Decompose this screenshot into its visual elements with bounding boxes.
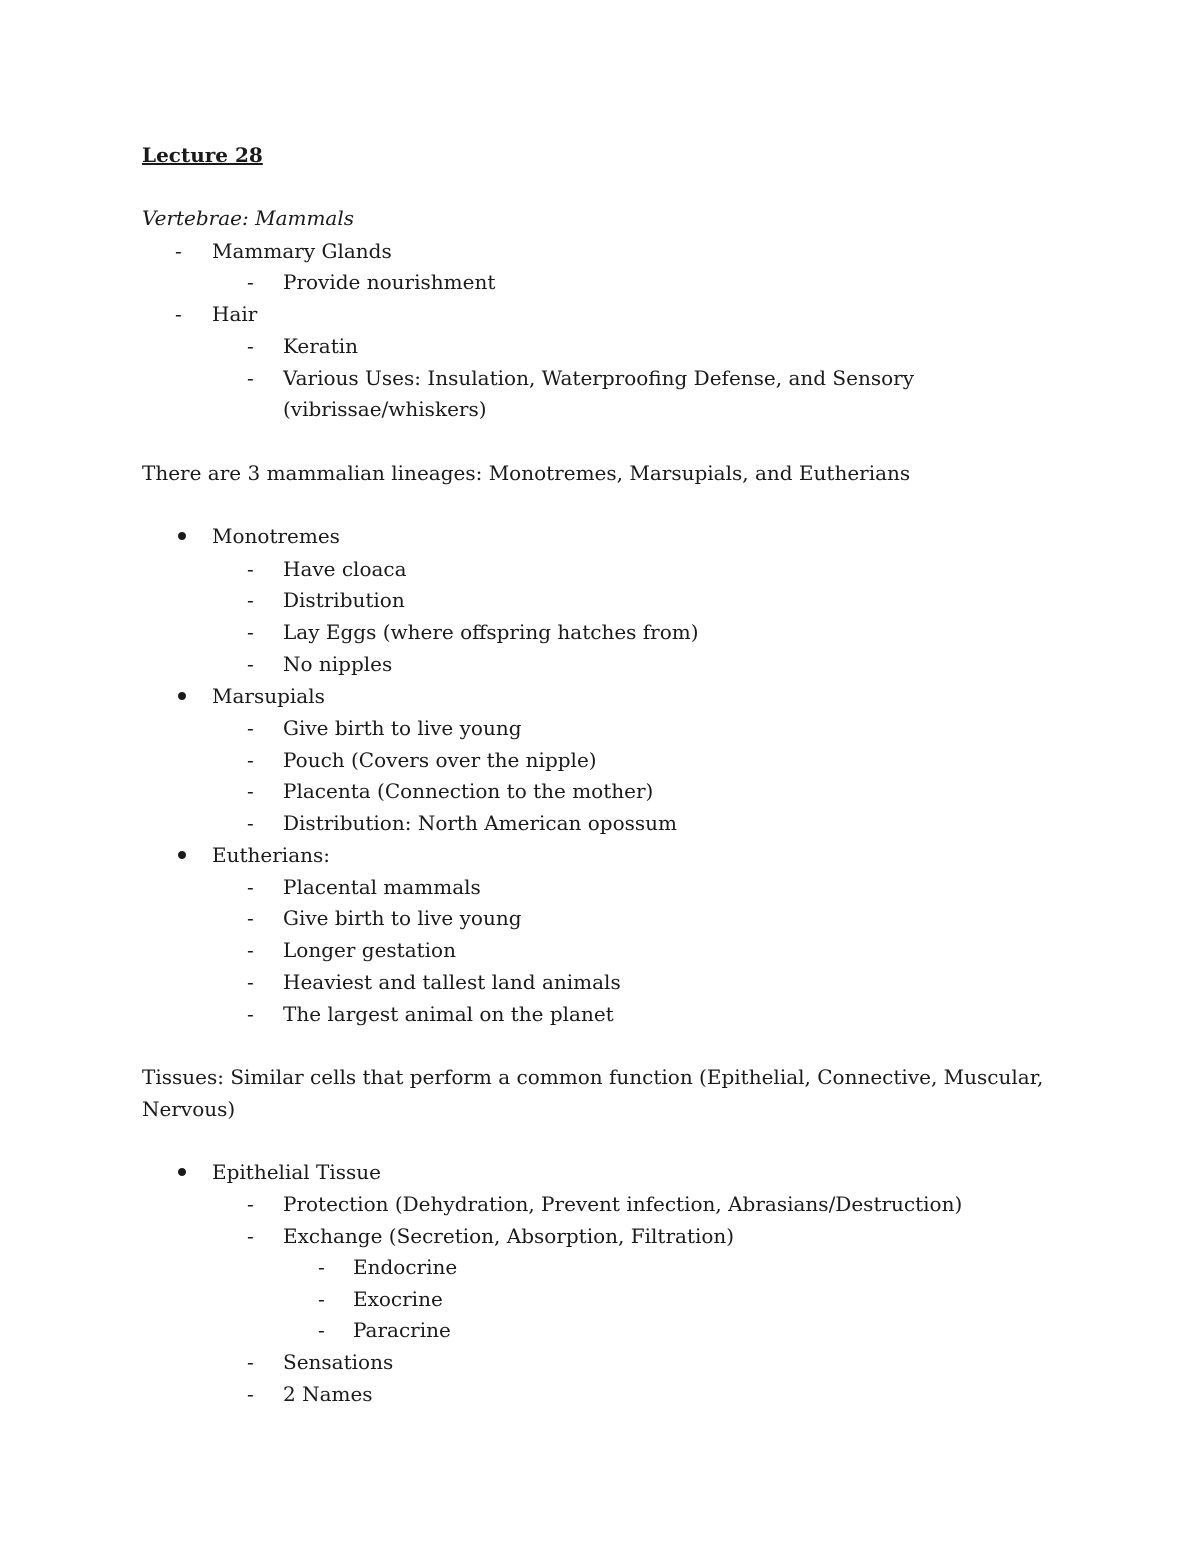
list-item-continuation: (vibrissae/whiskers) [283,397,487,421]
list-item: Mammary Glands [212,239,392,263]
list-item: Protection (Dehydration, Prevent infection, Abrasians/Destruction) [283,1192,963,1216]
dash-marker: - [175,239,182,263]
dash-marker: - [247,1350,254,1374]
dash-marker: - [247,1002,254,1026]
dash-marker: - [247,334,254,358]
dash-marker: - [247,906,254,930]
bullet-icon [178,851,186,859]
tissues-sentence-continuation: Nervous) [142,1097,236,1121]
list-item: Keratin [283,334,359,358]
list-item: Exocrine [353,1287,443,1311]
page-title: Lecture 28 [142,143,263,167]
section-heading-vertebrae: Vertebrae: Mammals [142,206,355,230]
dash-marker: - [318,1255,325,1279]
bullet-icon [178,1168,186,1176]
list-item: Hair [212,302,258,326]
list-item: Eutherians: [212,843,330,867]
dash-marker: - [247,875,254,899]
list-item: Lay Eggs (where offspring hatches from) [283,620,699,644]
list-item: Sensations [283,1350,394,1374]
dash-marker: - [247,1224,254,1248]
dash-marker: - [247,620,254,644]
list-item: Exchange (Secretion, Absorption, Filtration) [283,1224,735,1248]
dash-marker: - [247,366,254,390]
list-item: Give birth to live young [283,716,522,740]
list-item: Pouch (Covers over the nipple) [283,748,597,772]
bullet-icon [178,692,186,700]
list-item: Give birth to live young [283,906,522,930]
list-item: Provide nourishment [283,270,496,294]
list-item: 2 Names [283,1382,373,1406]
dash-marker: - [247,938,254,962]
dash-marker: - [247,270,254,294]
dash-marker: - [247,811,254,835]
list-item: The largest animal on the planet [283,1002,614,1026]
list-item: Endocrine [353,1255,458,1279]
dash-marker: - [247,1192,254,1216]
list-item: Distribution [283,588,405,612]
dash-marker: - [318,1287,325,1311]
dash-marker: - [247,970,254,994]
list-item: Longer gestation [283,938,456,962]
dash-marker: - [247,716,254,740]
list-item: Marsupials [212,684,325,708]
bullet-icon [178,532,186,540]
dash-marker: - [247,588,254,612]
list-item: Heaviest and tallest land animals [283,970,621,994]
dash-marker: - [318,1318,325,1342]
dash-marker: - [247,748,254,772]
tissues-sentence: Tissues: Similar cells that perform a common function (Epithelial, Connective, Muscular, [142,1065,1044,1089]
dash-marker: - [247,1382,254,1406]
list-item: Epithelial Tissue [212,1160,382,1184]
list-item: Paracrine [353,1318,451,1342]
dash-marker: - [247,779,254,803]
dash-marker: - [175,302,182,326]
lineages-sentence: There are 3 mammalian lineages: Monotremes, Marsupials, and Eutherians [142,461,911,485]
list-item: Placenta (Connection to the mother) [283,779,654,803]
list-item: Have cloaca [283,557,407,581]
dash-marker: - [247,652,254,676]
list-item: Monotremes [212,524,340,548]
list-item: Placental mammals [283,875,481,899]
dash-marker: - [247,557,254,581]
list-item: No nipples [283,652,393,676]
list-item: Distribution: North American opossum [283,811,678,835]
list-item: Various Uses: Insulation, Waterproofing Defense, and Sensory [283,366,915,390]
